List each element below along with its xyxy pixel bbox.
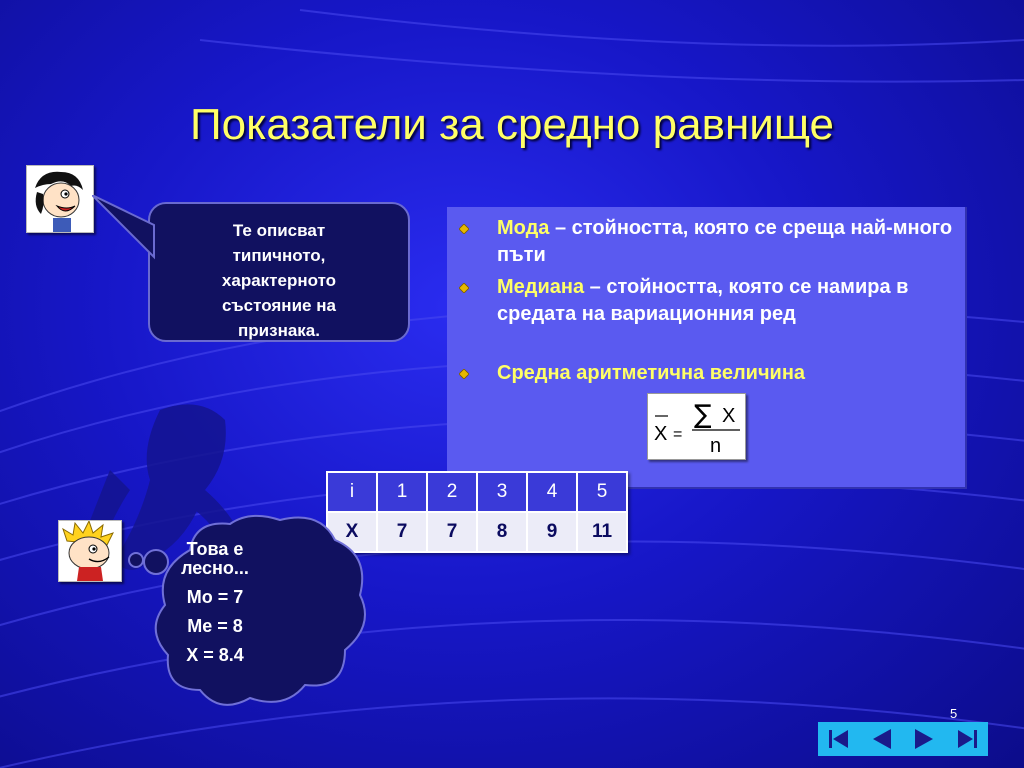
next-slide-icon [909, 726, 939, 752]
table-cell: 7 [427, 512, 477, 552]
page-number: 5 [950, 706, 958, 721]
bullet-diamond-icon [459, 283, 469, 293]
girl-avatar [26, 165, 94, 233]
bubble-line: типичното, [232, 246, 326, 265]
cloud-line: лесно... [181, 558, 249, 578]
mean-formula [647, 393, 746, 460]
bullet-diamond-icon [459, 369, 469, 379]
table-cell: 2 [427, 472, 477, 512]
table-cell: 8 [477, 512, 527, 552]
bullet-mode [459, 215, 959, 269]
girl-cartoon-icon [27, 166, 93, 232]
boy-cartoon-icon [59, 521, 121, 581]
first-slide-button[interactable] [822, 725, 856, 753]
boy-avatar [58, 520, 122, 582]
table-cell: 9 [527, 512, 577, 552]
table-cell: 1 [377, 472, 427, 512]
slide-navigation [818, 722, 988, 756]
table-cell: X [327, 512, 377, 552]
slide-title: Показатели за средно равнище [190, 100, 834, 149]
table-cell: 4 [527, 472, 577, 512]
bullet-mean [459, 360, 959, 387]
formula-lhs: X [654, 423, 668, 445]
bullet-key: Средна аритметична величина [497, 362, 806, 384]
table-cell: 5 [577, 472, 627, 512]
bullet-key: Мода [497, 217, 550, 239]
formula-numerator-var: X [722, 405, 736, 427]
previous-slide-icon [867, 726, 897, 752]
formula-denominator: n [710, 435, 722, 457]
first-slide-icon [824, 726, 854, 752]
bullet-text: – стойността, която се намира в средата на вариационния ред [497, 276, 909, 325]
table-cell: 7 [377, 512, 427, 552]
bubble-line: състояние на [222, 296, 336, 315]
cloud-line: Това е [186, 539, 244, 559]
bullet-diamond-icon [459, 224, 469, 234]
speech-bubble [148, 202, 410, 342]
bubble-line: характерното [221, 271, 337, 290]
bullet-median [459, 274, 959, 328]
table-row [327, 472, 627, 512]
bubble-line: признака. [238, 321, 320, 340]
table-cell: i [327, 472, 377, 512]
table-cell: 3 [477, 472, 527, 512]
formula-sigma: ∑ [694, 400, 712, 430]
table-cell: 11 [577, 512, 627, 552]
speech-bubble-tail [92, 195, 156, 265]
last-slide-button[interactable] [950, 725, 984, 753]
formula-equals: = [673, 426, 683, 443]
mean-result: X = 8.4 [186, 645, 244, 665]
previous-slide-button[interactable] [865, 725, 899, 753]
bullet-key: Медиана [497, 276, 585, 298]
bubble-line: Те описват [232, 221, 326, 240]
next-slide-button[interactable] [907, 725, 941, 753]
bullet-text: – стойността, която се среща най-много пъти [497, 217, 953, 266]
thought-cloud-text [155, 540, 275, 665]
mode-result: Mo = 7 [186, 587, 244, 607]
last-slide-icon [952, 726, 982, 752]
median-result: Me = 8 [187, 616, 243, 636]
definitions-panel [447, 207, 967, 489]
